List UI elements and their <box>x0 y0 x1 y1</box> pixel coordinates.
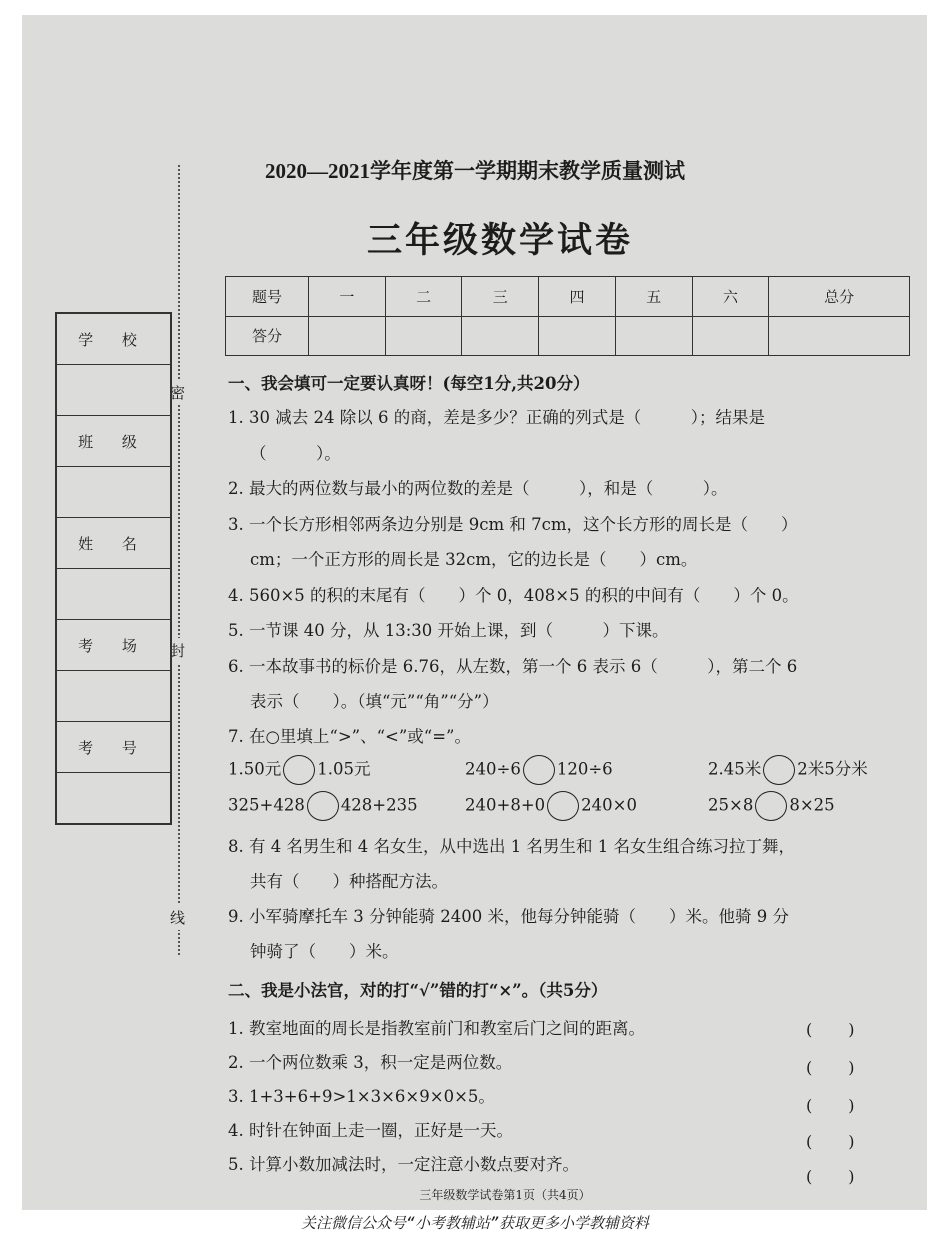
score-row-label: 答分 <box>226 316 309 356</box>
question-line: 5. 一节课 40 分，从 13:30 开始上课，到（ ）下课。 <box>228 621 669 640</box>
school-field[interactable] <box>57 365 170 416</box>
compare-item: 240÷6 120÷6 <box>465 755 613 785</box>
compare-circle[interactable] <box>283 755 315 785</box>
score-header-row <box>226 277 910 317</box>
score-col: 四 <box>539 277 616 317</box>
score-cell[interactable] <box>385 316 462 356</box>
page-footer: 三年级数学试卷第1页（共4页） <box>419 1188 591 1202</box>
class-field[interactable] <box>57 467 170 518</box>
exam-room-field[interactable] <box>57 671 170 722</box>
score-col: 二 <box>385 277 462 317</box>
judge-item: 3. 1+3+6+9>1×3×6×9×0×5。 <box>228 1087 495 1106</box>
score-cell[interactable] <box>462 316 539 356</box>
question-line: 2. 最大的两位数与最小的两位数的差是（ ），和是（ ）。 <box>228 479 728 498</box>
score-answer-row <box>226 316 910 356</box>
exam-room-label: 考 场 <box>57 620 170 671</box>
compare-item: 240+8+0 240×0 <box>465 791 637 821</box>
question-line: （ ）。 <box>250 444 341 463</box>
score-table <box>225 276 910 356</box>
question-line: 4. 560×5 的积的末尾有（ ）个 0，408×5 的积的中间有（ ）个 0。 <box>228 586 799 605</box>
name-field[interactable] <box>57 569 170 620</box>
seal-char-xian: 线 <box>170 905 185 930</box>
score-col: 六 <box>692 277 769 317</box>
question-line: 1. 30 减去 24 除以 6 的商，差是多少？正确的列式是（ ）；结果是 <box>228 408 765 427</box>
score-cell[interactable] <box>769 316 910 356</box>
name-label: 姓 名 <box>57 518 170 569</box>
compare-circle[interactable] <box>523 755 555 785</box>
seal-char-feng: 封 <box>170 638 185 663</box>
compare-item: 25×8 8×25 <box>708 791 835 821</box>
compare-circle[interactable] <box>547 791 579 821</box>
question-line: 钟骑了（ ）米。 <box>250 942 399 961</box>
question-line: 9. 小军骑摩托车 3 分钟能骑 2400 米，他每分钟能骑（ ）米。他骑 9 分 <box>228 907 789 926</box>
exam-number-field[interactable] <box>57 773 170 823</box>
score-cell[interactable] <box>615 316 692 356</box>
compare-item: 1.50元 1.05元 <box>228 755 371 785</box>
question-line: 共有（ ）种搭配方法。 <box>250 872 448 891</box>
judge-answer-blank[interactable]: () <box>806 1020 891 1039</box>
judge-answer-blank[interactable]: () <box>806 1167 891 1186</box>
exam-number-label: 考 号 <box>57 722 170 773</box>
judge-answer-blank[interactable]: () <box>806 1096 891 1115</box>
question-line: cm；一个正方形的周长是 32cm，它的边长是（ ）cm。 <box>250 550 698 569</box>
compare-circle[interactable] <box>307 791 339 821</box>
question-line: 表示（ ）。（填“元”“角”“分”） <box>250 692 499 711</box>
score-cell[interactable] <box>309 316 386 356</box>
question-line: 3. 一个长方形相邻两条边分别是 9cm 和 7cm，这个长方形的周长是（ ） <box>228 515 798 534</box>
compare-circle[interactable] <box>763 755 795 785</box>
score-col: 三 <box>462 277 539 317</box>
school-label: 学 校 <box>57 314 170 365</box>
score-row-label: 题号 <box>226 277 309 317</box>
score-col: 五 <box>615 277 692 317</box>
judge-item: 5. 计算小数加减法时，一定注意小数点要对齐。 <box>228 1155 579 1174</box>
question-line: 6. 一本故事书的标价是 6.76，从左数，第一个 6 表示 6（ ），第二个 6 <box>228 657 798 676</box>
seal-dotted-line <box>178 165 180 955</box>
promo-notice: 关注微信公众号“小考教辅站”获取更多小学教辅资料 <box>300 1214 650 1232</box>
exam-title: 2020—2021学年度第一学期期末教学质量测试 <box>265 159 685 183</box>
score-cell[interactable] <box>539 316 616 356</box>
score-col: 一 <box>309 277 386 317</box>
judge-item: 2. 一个两位数乘 3，积一定是两位数。 <box>228 1053 513 1072</box>
score-col: 总分 <box>769 277 910 317</box>
question-line: 7. 在○里填上“>”、“<”或“=”。 <box>228 727 471 746</box>
judge-answer-blank[interactable]: () <box>806 1132 891 1151</box>
judge-item: 4. 时针在钟面上走一圈，正好是一天。 <box>228 1121 513 1140</box>
compare-item: 2.45米 2米5分米 <box>708 755 868 785</box>
class-label: 班 级 <box>57 416 170 467</box>
score-cell[interactable] <box>692 316 769 356</box>
judge-answer-blank[interactable]: () <box>806 1058 891 1077</box>
question-line: 8. 有 4 名男生和 4 名女生，从中选出 1 名男生和 1 名女生组合练习拉丁舞， <box>228 837 795 856</box>
seal-char-mi: 密 <box>170 380 185 405</box>
compare-circle[interactable] <box>755 791 787 821</box>
compare-item: 325+428 428+235 <box>228 791 418 821</box>
section1-heading: 一、我会填可一定要认真呀！(每空1分,共20分） <box>228 374 590 393</box>
exam-subtitle: 三年级数学试卷 <box>366 220 633 261</box>
section2-heading: 二、我是小法官，对的打“√”错的打“×”。（共5分） <box>228 981 608 1000</box>
student-info-box <box>55 312 172 825</box>
judge-item: 1. 教室地面的周长是指教室前门和教室后门之间的距离。 <box>228 1019 645 1038</box>
